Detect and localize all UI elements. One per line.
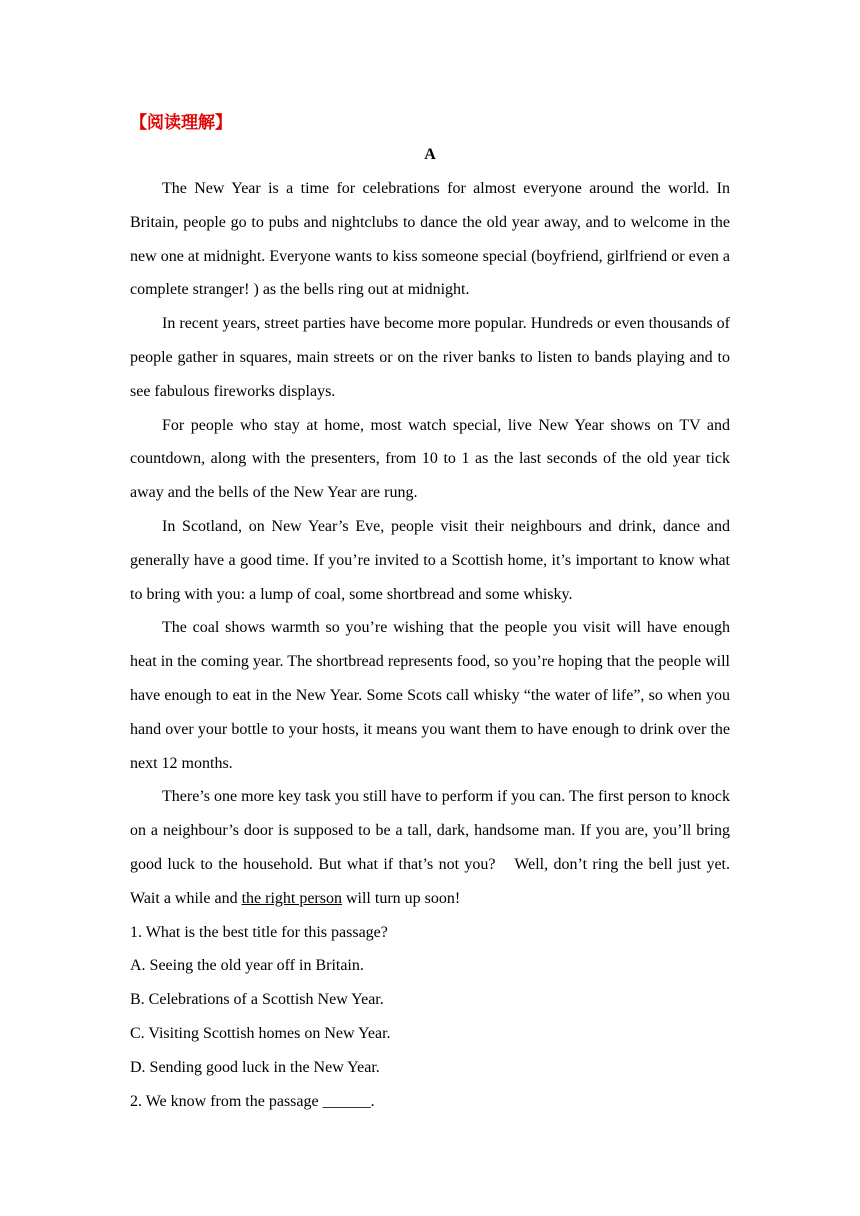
paragraph-6-text-after: will turn up soon! <box>341 889 461 907</box>
paragraph-1: The New Year is a time for celebrations for almost everyone around the world. In Britain, people go to pubs and nightclubs to dance the old year away, and to welcome in the new one at midnight. Everyone wants to kiss someone special (boyfriend, girlfriend or even a complete stranger! ) as the bells ring out at midnight. <box>130 180 730 299</box>
paragraph-2: In recent years, street parties have become more popular. Hundreds or even thousands of people gather in squares, main streets or on the river banks to listen to bands playing and to see fabulous fireworks displays. <box>130 315 730 400</box>
question-1-option-c: C. Visiting Scottish homes on New Year. <box>130 1024 391 1042</box>
section-heading: 【阅读理解】 <box>130 113 232 133</box>
paragraph-5: The coal shows warmth so you’re wishing that the people you visit will have enough heat in the coming year. The shortbread represents food, so you’re hoping that the people will have enough to eat in the New Year. Some Scots call whisky “the water of life”, so when you hand over your bottle to your hosts, it means you want them to have enough to drink over the next 12 months. <box>130 619 730 772</box>
paragraph-6-text-before: There’s one more key task you still have to perform if you can. The first person to knock on a neighbour’s door is supposed to be a tall, dark, handsome man. If you are, you’ll bring good luck to the household. But what if that’s not you? Well, don’t ring the bell just yet. Wait a while and <box>130 788 730 907</box>
question-2: 2. We know from the passage ______. <box>130 1092 375 1110</box>
question-1-option-d: D. Sending good luck in the New Year. <box>130 1058 380 1076</box>
question-1: 1. What is the best title for this passage? <box>130 923 388 941</box>
paragraph-3: For people who stay at home, most watch special, live New Year shows on TV and countdown, along with the presenters, from 10 to 1 as the last seconds of the old year tick away and the bells of the New Year are rung. <box>130 416 730 502</box>
paragraph-6 <box>130 780 730 915</box>
underlined-phrase: the right person <box>241 889 342 907</box>
passage-label: A <box>424 146 436 163</box>
document-content <box>130 108 730 1118</box>
paragraph-4: In Scotland, on New Year’s Eve, people visit their neighbours and drink, dance and generally have a good time. If you’re invited to a Scottish home, it’s important to know what to bring with you: a lump of coal, some shortbread and some whisky. <box>130 517 730 603</box>
question-1-option-a: A. Seeing the old year off in Britain. <box>130 957 364 975</box>
question-1-option-b: B. Celebrations of a Scottish New Year. <box>130 991 384 1009</box>
